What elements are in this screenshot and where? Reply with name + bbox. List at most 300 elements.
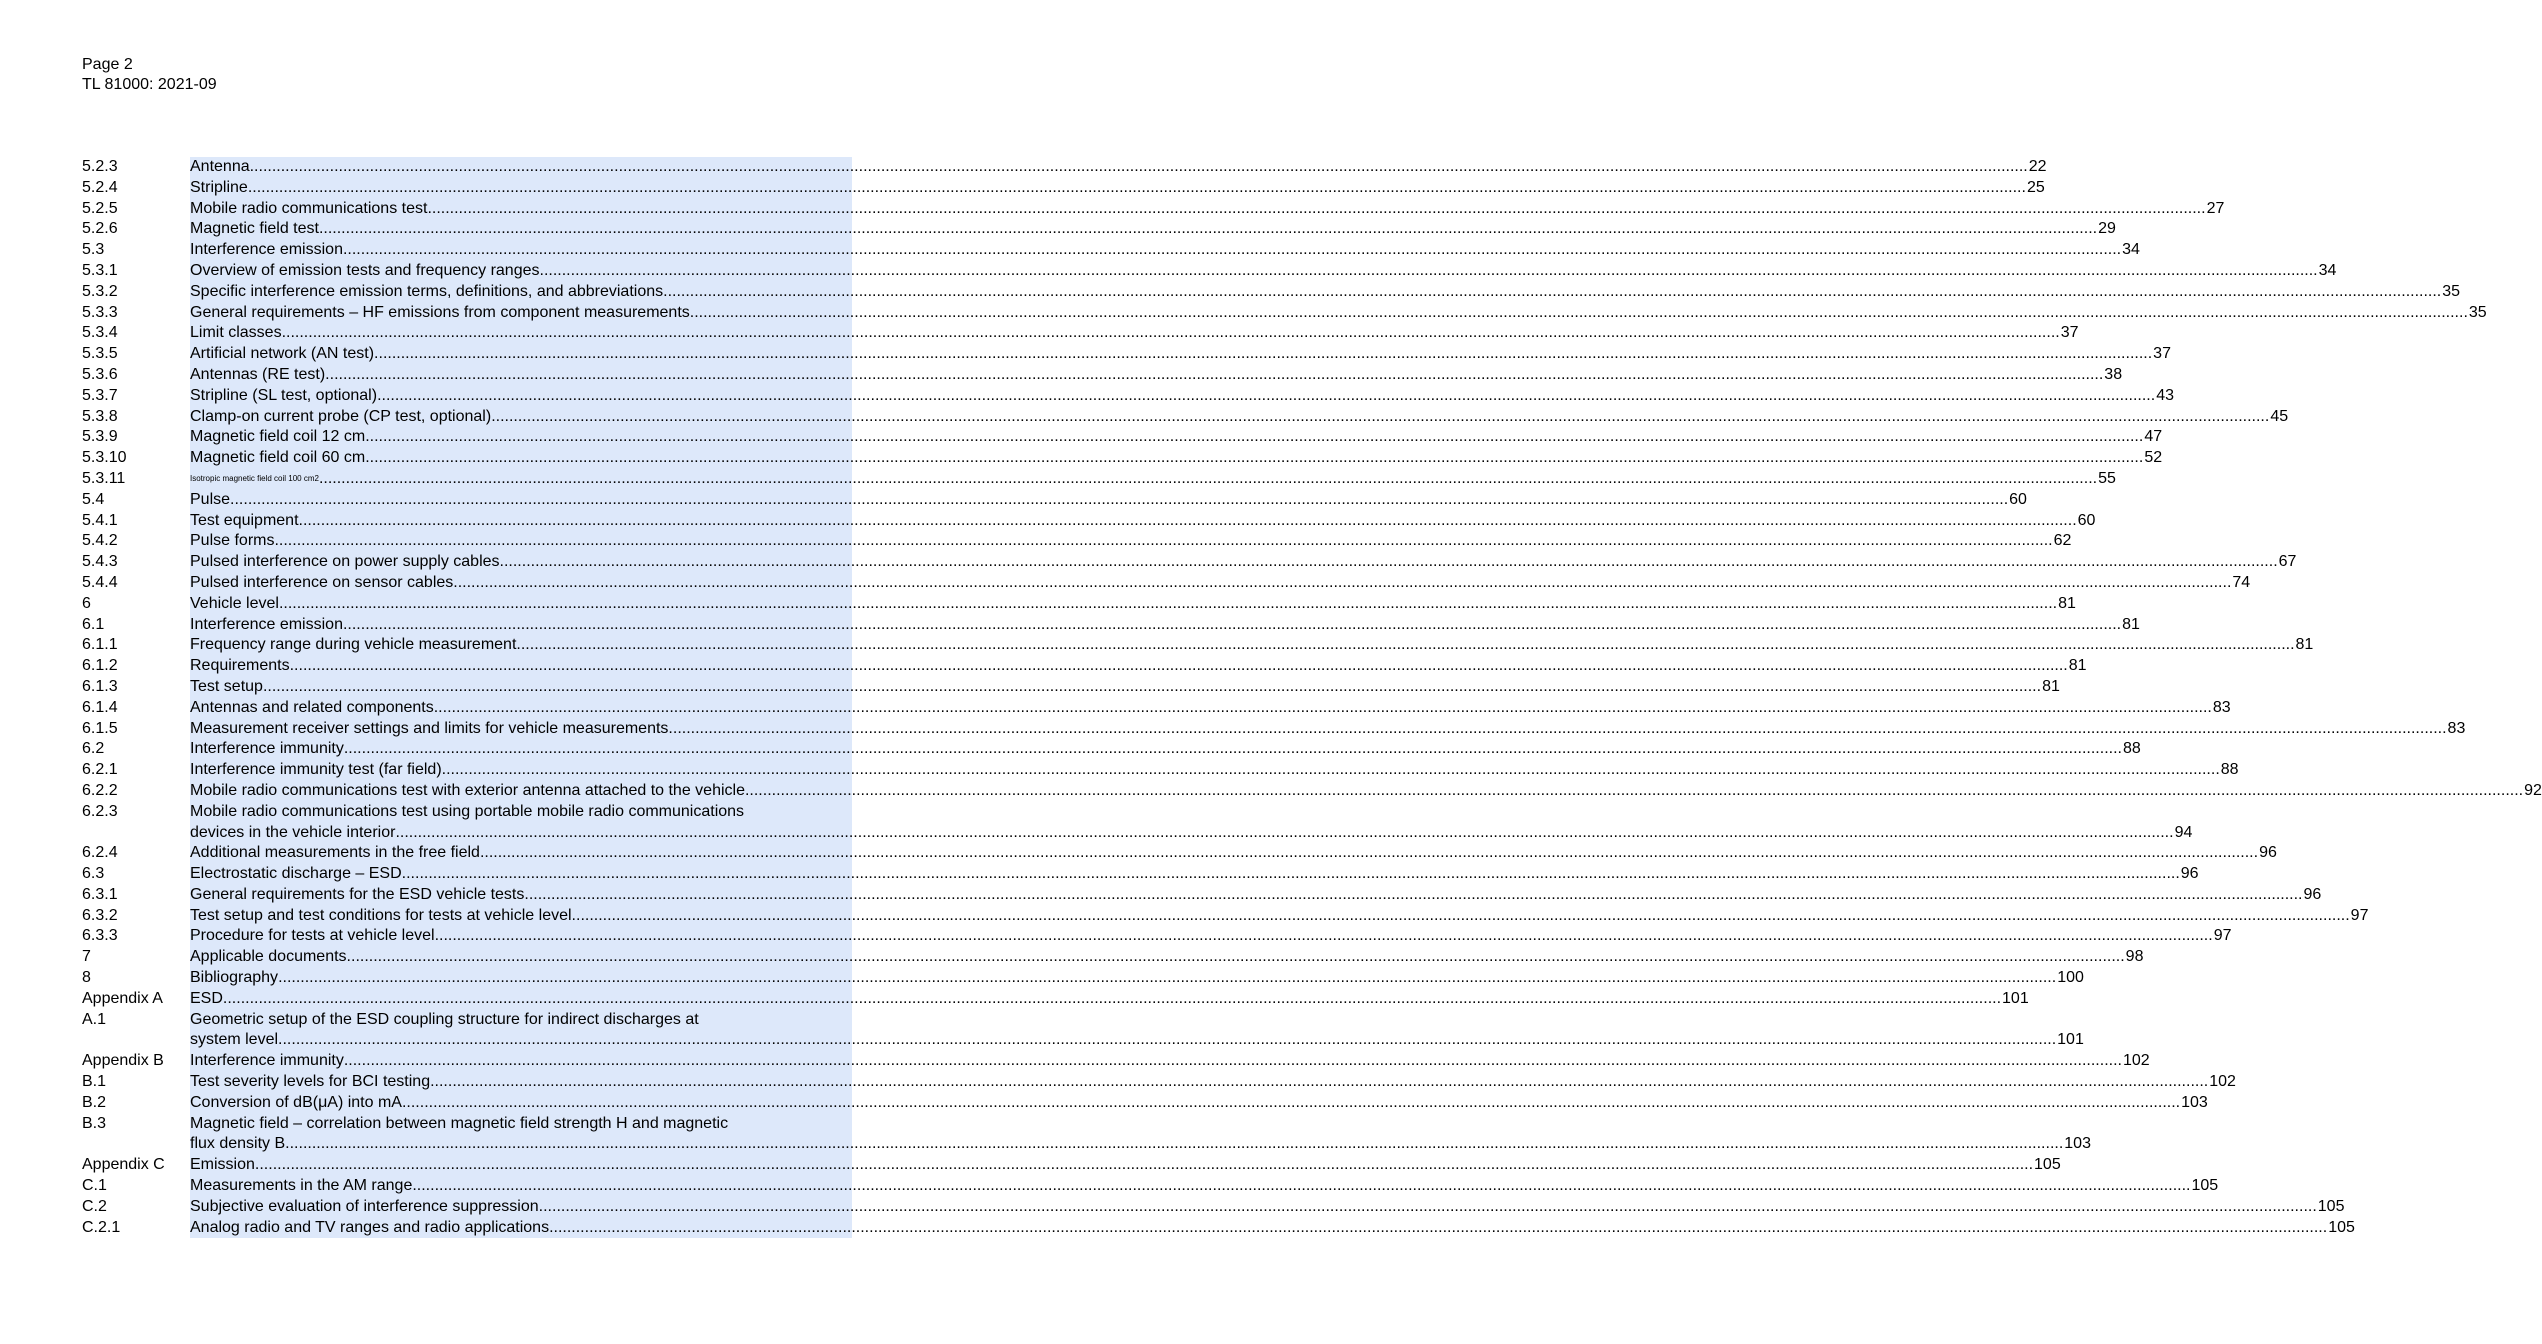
toc-page-number: 81 xyxy=(2068,657,2087,675)
toc-link[interactable] xyxy=(190,448,2163,469)
toc-leader-dots: ................................................................................................................................................................................................................................................................................................................................................................................................................ xyxy=(377,386,2156,404)
toc-link[interactable] xyxy=(190,594,2076,615)
toc-title: Interference immunity test (far field) xyxy=(190,761,442,779)
toc-title: Pulsed interference on power supply cables xyxy=(190,553,500,571)
toc-row xyxy=(82,947,2144,968)
toc-page-number: 94 xyxy=(2174,823,2193,841)
toc-page-number: 101 xyxy=(2002,989,2029,1007)
toc-row xyxy=(82,199,2225,220)
toc-title-line1: Geometric setup of the ESD coupling structure for indirect discharges at xyxy=(190,1010,699,1028)
toc-row xyxy=(82,282,2461,303)
toc-row xyxy=(82,573,2251,594)
toc-number: 8 xyxy=(82,969,91,987)
toc-link[interactable] xyxy=(190,739,2141,760)
toc-row xyxy=(82,781,2542,802)
toc-leader-dots: ................................................................................................................................................................................................................................................................................................................................................................................................................ xyxy=(318,469,2098,487)
toc-title: Frequency range during vehicle measurement xyxy=(190,636,517,654)
toc-leader-dots: ................................................................................................................................................................................................................................................................................................................................................................................................................ xyxy=(491,407,2270,425)
toc-page-number: 74 xyxy=(2232,573,2251,591)
toc-number: Appendix A xyxy=(82,989,163,1007)
toc-title: Procedure for tests at vehicle level xyxy=(190,927,435,945)
toc-number: 5.4 xyxy=(82,490,105,508)
toc-leader-dots: ................................................................................................................................................................................................................................................................................................................................................................................................................ xyxy=(325,365,2104,383)
toc-link[interactable] xyxy=(190,240,2140,261)
toc-row xyxy=(82,989,2029,1010)
toc-leader-dots: ................................................................................................................................................................................................................................................................................................................................................................................................................ xyxy=(479,844,2259,862)
toc-leader-dots: ................................................................................................................................................................................................................................................................................................................................................................................................................ xyxy=(395,823,2174,841)
toc-page-number: 37 xyxy=(2060,324,2079,342)
toc-link[interactable] xyxy=(190,802,852,823)
toc-row xyxy=(82,469,2116,490)
toc-page-number: 81 xyxy=(2058,594,2076,612)
toc-leader-dots: ................................................................................................................................................................................................................................................................................................................................................................................................................ xyxy=(689,303,2468,321)
toc-row xyxy=(82,407,2289,428)
toc-number: 5.3.1 xyxy=(82,261,118,279)
toc-row xyxy=(82,615,2140,636)
toc-number: B.3 xyxy=(82,1114,107,1132)
toc-number: 6.2.1 xyxy=(82,761,118,779)
toc-leader-dots: ................................................................................................................................................................................................................................................................................................................................................................................................................ xyxy=(274,532,2053,550)
toc-number: 6.2 xyxy=(82,740,105,758)
toc-page-number: 105 xyxy=(2034,1156,2061,1174)
toc-page-number: 88 xyxy=(2220,761,2239,779)
toc-page-number: 55 xyxy=(2098,469,2116,487)
document-id: TL 81000: 2021-09 xyxy=(82,76,217,93)
toc-row xyxy=(82,739,2141,760)
toc-link[interactable] xyxy=(190,573,2251,594)
toc-link[interactable] xyxy=(190,615,2140,636)
toc-link[interactable] xyxy=(190,1155,2061,1176)
toc-leader-dots: ................................................................................................................................................................................................................................................................................................................................................................................................................ xyxy=(365,428,2144,446)
toc-number: 5.4.1 xyxy=(82,511,118,529)
toc-number: 5.4.2 xyxy=(82,532,118,550)
toc-leader-dots: ................................................................................................................................................................................................................................................................................................................................................................................................................ xyxy=(430,1073,2209,1091)
toc-page-number: 83 xyxy=(2447,719,2466,737)
toc-title: Isotropic magnetic field coil 100 cm2 xyxy=(190,473,319,483)
toc-leader-dots: ................................................................................................................................................................................................................................................................................................................................................................................................................ xyxy=(342,615,2122,633)
toc-row xyxy=(82,1134,2091,1155)
toc-row xyxy=(82,1010,852,1031)
toc-link[interactable] xyxy=(190,906,2369,927)
toc-title: Specific interference emission terms, definitions, and abbreviations xyxy=(190,282,664,300)
toc-title: Magnetic field coil 60 cm xyxy=(190,449,366,467)
toc-title: Emission xyxy=(190,1156,255,1174)
toc-number: 5.3.11 xyxy=(82,469,126,487)
toc-link[interactable] xyxy=(190,635,2314,656)
toc-title: Interference emission xyxy=(190,615,343,633)
toc-link[interactable] xyxy=(190,178,2045,199)
toc-page-number: 103 xyxy=(2181,1093,2208,1111)
toc-page-number: 92 xyxy=(2524,781,2542,799)
toc-leader-dots: ................................................................................................................................................................................................................................................................................................................................................................................................................ xyxy=(278,594,2058,612)
toc-number: C.2 xyxy=(82,1197,107,1215)
toc-number: 6.1.3 xyxy=(82,677,118,695)
toc-number: 5.2.6 xyxy=(82,220,118,238)
toc-title: Applicable documents xyxy=(190,948,347,966)
toc-leader-dots: ................................................................................................................................................................................................................................................................................................................................................................................................................ xyxy=(434,927,2213,945)
toc-row xyxy=(82,490,2027,511)
toc-title: Clamp-on current probe (CP test, optional) xyxy=(190,407,492,425)
toc-row xyxy=(82,719,2466,740)
toc-page-number: 102 xyxy=(2209,1073,2236,1091)
toc-leader-dots: ................................................................................................................................................................................................................................................................................................................................................................................................................ xyxy=(289,657,2068,675)
toc-leader-dots: ................................................................................................................................................................................................................................................................................................................................................................................................................ xyxy=(744,781,2524,799)
toc-leader-dots: ................................................................................................................................................................................................................................................................................................................................................................................................................ xyxy=(668,719,2447,737)
toc-title: Test equipment xyxy=(190,511,299,529)
toc-row xyxy=(82,344,2171,365)
toc-number: 5.2.5 xyxy=(82,199,118,217)
toc-link[interactable] xyxy=(190,1072,2236,1093)
toc-number: 6.3.2 xyxy=(82,906,118,924)
toc-number: 7 xyxy=(82,948,91,966)
toc-link[interactable] xyxy=(190,1114,852,1135)
toc-leader-dots: ................................................................................................................................................................................................................................................................................................................................................................................................................ xyxy=(401,1093,2181,1111)
toc-row xyxy=(82,1218,2355,1239)
toc-title: Additional measurements in the free field xyxy=(190,844,480,862)
toc-link[interactable] xyxy=(190,219,2116,240)
toc-row xyxy=(82,219,2116,240)
toc-page-number: 96 xyxy=(2303,885,2322,903)
toc-title: Antennas (RE test) xyxy=(190,365,326,383)
toc-number: Appendix C xyxy=(82,1156,165,1174)
toc-link[interactable] xyxy=(190,968,2084,989)
toc-row xyxy=(82,1114,852,1135)
toc-page-number: 103 xyxy=(2064,1135,2091,1153)
toc-link[interactable] xyxy=(190,864,2199,885)
toc-link[interactable] xyxy=(190,1134,2091,1155)
toc-number: 6.1.2 xyxy=(82,657,118,675)
toc-leader-dots: ................................................................................................................................................................................................................................................................................................................................................................................................................ xyxy=(453,573,2232,591)
toc-number: C.2.1 xyxy=(82,1218,121,1236)
toc-link[interactable] xyxy=(190,261,2337,282)
toc-page-number: 34 xyxy=(2122,241,2140,259)
toc-link[interactable] xyxy=(190,1176,2219,1197)
toc-number: 5.4.3 xyxy=(82,553,118,571)
toc-link[interactable] xyxy=(190,760,2239,781)
toc-number: 6.3.1 xyxy=(82,885,118,903)
toc-page-number: 105 xyxy=(2328,1218,2355,1236)
toc-number: 5.3.10 xyxy=(82,449,127,467)
toc-leader-dots: ................................................................................................................................................................................................................................................................................................................................................................................................................ xyxy=(549,1218,2328,1236)
toc-link[interactable] xyxy=(190,677,2060,698)
toc-title: Bibliography xyxy=(190,969,279,987)
toc-link[interactable] xyxy=(190,157,2047,178)
toc-leader-dots: ................................................................................................................................................................................................................................................................................................................................................................................................................ xyxy=(499,553,2278,571)
toc-page-number: 67 xyxy=(2278,553,2297,571)
toc-link[interactable] xyxy=(190,719,2466,740)
toc-leader-dots: ................................................................................................................................................................................................................................................................................................................................................................................................................ xyxy=(278,969,2057,987)
toc-page-number: 37 xyxy=(2153,345,2171,363)
toc-title: Electrostatic discharge – ESD xyxy=(190,865,402,883)
toc-number: 6.1.4 xyxy=(82,698,118,716)
toc-link[interactable] xyxy=(190,1218,2355,1239)
toc-row xyxy=(82,594,2076,615)
toc-leader-dots: ................................................................................................................................................................................................................................................................................................................................................................................................................ xyxy=(262,677,2042,695)
page-number: Page 2 xyxy=(82,56,133,73)
toc-link[interactable] xyxy=(190,386,2174,407)
toc-row xyxy=(82,448,2163,469)
toc-page-number: 105 xyxy=(2317,1197,2345,1215)
toc-title: Magnetic field coil 12 cm xyxy=(190,428,366,446)
toc-title: Overview of emission tests and frequency ranges xyxy=(190,261,540,279)
toc-page-number: 96 xyxy=(2180,865,2199,883)
toc-row xyxy=(82,531,2072,552)
toc-title: Mobile radio communications test xyxy=(190,199,428,217)
toc-link[interactable] xyxy=(190,843,2277,864)
toc-leader-dots: ................................................................................................................................................................................................................................................................................................................................................................................................................ xyxy=(254,1156,2034,1174)
toc-row xyxy=(82,906,2369,927)
toc-page-number: 29 xyxy=(2098,220,2116,238)
toc-page-number: 97 xyxy=(2213,927,2232,945)
toc-page-number: 88 xyxy=(2122,740,2141,758)
toc-leader-dots: ................................................................................................................................................................................................................................................................................................................................................................................................................ xyxy=(516,636,2295,654)
toc-leader-dots: ................................................................................................................................................................................................................................................................................................................................................................................................................ xyxy=(524,885,2303,903)
toc-title: Limit classes xyxy=(190,324,282,342)
toc-leader-dots: ................................................................................................................................................................................................................................................................................................................................................................................................................ xyxy=(663,282,2442,300)
toc-page-number: 101 xyxy=(2057,1031,2084,1049)
toc-page-number: 27 xyxy=(2206,199,2225,217)
toc-page-number: 22 xyxy=(2028,158,2047,175)
toc-number: 6.2.3 xyxy=(82,802,118,820)
toc-row xyxy=(82,968,2084,989)
toc-title: system level xyxy=(190,1031,279,1049)
toc-title: Interference emission xyxy=(190,241,343,259)
toc-number: 5.3.6 xyxy=(82,365,118,383)
toc-title: Analog radio and TV ranges and radio applications xyxy=(190,1218,550,1236)
toc-leader-dots: ................................................................................................................................................................................................................................................................................................................................................................................................................ xyxy=(538,1197,2317,1215)
toc-leader-dots: ................................................................................................................................................................................................................................................................................................................................................................................................................ xyxy=(298,511,2077,529)
toc-title: Antennas and related components xyxy=(190,698,434,716)
toc-leader-dots: ................................................................................................................................................................................................................................................................................................................................................................................................................ xyxy=(230,490,2009,508)
toc-leader-dots: ................................................................................................................................................................................................................................................................................................................................................................................................................ xyxy=(427,199,2206,217)
toc-title: Test setup and test conditions for tests at vehicle level xyxy=(190,906,572,924)
toc-leader-dots: ................................................................................................................................................................................................................................................................................................................................................................................................................ xyxy=(374,345,2153,363)
toc-link[interactable] xyxy=(190,427,2163,448)
toc-page-number: 83 xyxy=(2212,698,2231,716)
toc-leader-dots: ................................................................................................................................................................................................................................................................................................................................................................................................................ xyxy=(441,761,2220,779)
table-of-contents xyxy=(82,157,2542,1238)
toc-number: 6.1 xyxy=(82,615,105,633)
toc-page-number: 60 xyxy=(2077,511,2096,529)
toc-link[interactable] xyxy=(190,1051,2150,1072)
toc-row xyxy=(82,885,2322,906)
toc-leader-dots: ................................................................................................................................................................................................................................................................................................................................................................................................................ xyxy=(412,1177,2191,1195)
toc-row xyxy=(82,178,2045,199)
toc-row xyxy=(82,802,852,823)
toc-row xyxy=(82,864,2199,885)
toc-link[interactable] xyxy=(190,323,2079,344)
toc-link[interactable] xyxy=(190,407,2289,428)
toc-number: A.1 xyxy=(82,1010,107,1028)
toc-page-number: 52 xyxy=(2144,449,2163,467)
toc-link[interactable] xyxy=(190,656,2087,677)
toc-number: 5.3.7 xyxy=(82,386,118,404)
toc-title: Test setup xyxy=(190,677,263,695)
toc-title: Artificial network (AN test) xyxy=(190,345,375,363)
toc-link[interactable] xyxy=(190,926,2232,947)
toc-row xyxy=(82,1176,2219,1197)
toc-title: Vehicle level xyxy=(190,594,279,612)
toc-link[interactable] xyxy=(190,199,2225,220)
toc-title: Pulse forms xyxy=(190,532,275,550)
toc-title-line1: Magnetic field – correlation between magnetic field strength H and magnetic xyxy=(190,1114,729,1132)
toc-row xyxy=(82,261,2337,282)
toc-link[interactable] xyxy=(190,511,2096,532)
toc-title: Interference immunity xyxy=(190,1052,344,1070)
toc-page-number: 81 xyxy=(2295,636,2314,654)
toc-link[interactable] xyxy=(190,344,2171,365)
toc-row xyxy=(82,823,2193,844)
toc-number: 5.2.4 xyxy=(82,178,118,196)
toc-title: devices in the vehicle interior xyxy=(190,823,396,841)
toc-title: Measurements in the AM range xyxy=(190,1177,413,1195)
toc-page-number: 102 xyxy=(2122,1052,2150,1070)
toc-leader-dots: ................................................................................................................................................................................................................................................................................................................................................................................................................ xyxy=(343,740,2122,758)
toc-number: 6.1.5 xyxy=(82,719,118,737)
toc-page-number: 25 xyxy=(2026,178,2045,196)
toc-page-number: 96 xyxy=(2259,844,2277,862)
toc-title: Test severity levels for BCI testing xyxy=(190,1073,431,1091)
toc-leader-dots: ................................................................................................................................................................................................................................................................................................................................................................................................................ xyxy=(343,1052,2122,1070)
toc-leader-dots: ................................................................................................................................................................................................................................................................................................................................................................................................................ xyxy=(278,1031,2057,1049)
toc-number: 5.3.3 xyxy=(82,303,118,321)
toc-page-number: 81 xyxy=(2042,677,2060,695)
toc-leader-dots: ................................................................................................................................................................................................................................................................................................................................................................................................................ xyxy=(318,220,2098,238)
toc-page-number: 60 xyxy=(2009,490,2027,508)
toc-row xyxy=(82,427,2163,448)
toc-link[interactable] xyxy=(190,781,2542,802)
toc-leader-dots: ................................................................................................................................................................................................................................................................................................................................................................................................................ xyxy=(539,261,2318,279)
toc-number: B.2 xyxy=(82,1093,107,1111)
toc-row xyxy=(82,240,2140,261)
toc-number: 6.1.1 xyxy=(82,636,118,654)
toc-title: Measurement receiver settings and limits for vehicle measurements xyxy=(190,719,669,737)
toc-link[interactable] xyxy=(190,365,2123,386)
toc-number: 5.3.5 xyxy=(82,345,118,363)
toc-link[interactable] xyxy=(190,1093,2208,1114)
toc-row xyxy=(82,677,2060,698)
toc-link[interactable] xyxy=(190,989,2029,1010)
toc-page-number: 35 xyxy=(2468,303,2487,321)
toc-leader-dots: ................................................................................................................................................................................................................................................................................................................................................................................................................ xyxy=(365,449,2144,467)
toc-number: 6 xyxy=(82,594,91,612)
toc-link[interactable] xyxy=(190,1197,2345,1218)
toc-number: 5.2.3 xyxy=(82,158,118,175)
toc-row xyxy=(82,511,2096,532)
toc-number: 5.3.4 xyxy=(82,324,118,342)
toc-link[interactable] xyxy=(190,1010,852,1031)
toc-number: 5.3.8 xyxy=(82,407,118,425)
toc-link[interactable] xyxy=(190,282,2461,303)
toc-title: Interference immunity xyxy=(190,740,344,758)
toc-page-number: 62 xyxy=(2053,532,2072,550)
toc-row xyxy=(82,1155,2061,1176)
toc-row xyxy=(82,1093,2208,1114)
toc-number: 5.3 xyxy=(82,241,105,259)
toc-row xyxy=(82,1197,2345,1218)
toc-number: 6.2.4 xyxy=(82,844,118,862)
toc-link[interactable] xyxy=(190,303,2487,324)
toc-page-number: 43 xyxy=(2156,386,2174,404)
toc-row xyxy=(82,386,2174,407)
toc-row xyxy=(82,303,2487,324)
toc-link[interactable] xyxy=(190,531,2072,552)
toc-link[interactable] xyxy=(190,469,2116,490)
toc-page-number: 100 xyxy=(2057,969,2084,987)
toc-title: Requirements xyxy=(190,657,290,675)
toc-leader-dots: ................................................................................................................................................................................................................................................................................................................................................................................................................ xyxy=(281,324,2060,342)
toc-row xyxy=(82,635,2314,656)
toc-page-number: 38 xyxy=(2104,365,2123,383)
toc-link[interactable] xyxy=(190,885,2322,906)
toc-number: C.1 xyxy=(82,1177,107,1195)
toc-leader-dots: ................................................................................................................................................................................................................................................................................................................................................................................................................ xyxy=(247,178,2026,196)
toc-title: General requirements for the ESD vehicle tests xyxy=(190,885,525,903)
toc-link[interactable] xyxy=(190,823,2193,844)
toc-link[interactable] xyxy=(190,698,2231,719)
toc-link[interactable] xyxy=(190,552,2297,573)
toc-row xyxy=(82,926,2232,947)
toc-leader-dots: ................................................................................................................................................................................................................................................................................................................................................................................................................ xyxy=(249,158,2028,175)
toc-row xyxy=(82,843,2277,864)
toc-link[interactable] xyxy=(190,490,2027,511)
toc-title: Subjective evaluation of interference suppression xyxy=(190,1197,539,1215)
toc-row xyxy=(82,157,2047,178)
toc-number: 5.4.4 xyxy=(82,573,118,591)
toc-number: 6.2.2 xyxy=(82,781,118,799)
toc-row xyxy=(82,1072,2236,1093)
toc-title: ESD xyxy=(190,989,223,1007)
toc-row xyxy=(82,1030,2084,1051)
toc-number: Appendix B xyxy=(82,1052,164,1070)
toc-title: Conversion of dB(μA) into mA xyxy=(190,1093,402,1111)
toc-number: 6.3.3 xyxy=(82,927,118,945)
toc-link[interactable] xyxy=(190,1030,2084,1051)
toc-page-number: 35 xyxy=(2442,282,2461,300)
toc-row xyxy=(82,760,2239,781)
toc-row xyxy=(82,698,2231,719)
toc-leader-dots: ................................................................................................................................................................................................................................................................................................................................................................................................................ xyxy=(433,698,2212,716)
toc-number: B.1 xyxy=(82,1073,107,1091)
toc-title: flux density B xyxy=(190,1135,286,1153)
toc-row xyxy=(82,656,2087,677)
toc-row xyxy=(82,323,2079,344)
toc-page-number: 81 xyxy=(2122,615,2140,633)
toc-page-number: 105 xyxy=(2191,1177,2219,1195)
toc-row xyxy=(82,552,2297,573)
toc-link[interactable] xyxy=(190,947,2144,968)
toc-page-number: 45 xyxy=(2270,407,2289,425)
toc-number: 6.3 xyxy=(82,865,105,883)
toc-number: 5.3.2 xyxy=(82,282,118,300)
toc-number: 5.3.9 xyxy=(82,428,118,446)
toc-title: Mobile radio communications test with exterior antenna attached to the vehicle xyxy=(190,781,745,799)
toc-row xyxy=(82,1051,2150,1072)
toc-title: Stripline (SL test, optional) xyxy=(190,386,378,404)
toc-page-number: 47 xyxy=(2144,428,2163,446)
toc-leader-dots: ................................................................................................................................................................................................................................................................................................................................................................................................................ xyxy=(346,948,2125,966)
toc-leader-dots: ................................................................................................................................................................................................................................................................................................................................................................................................................ xyxy=(222,989,2002,1007)
toc-title: Stripline xyxy=(190,178,248,196)
toc-title-line1: Mobile radio communications test using portable mobile radio communications xyxy=(190,802,745,820)
toc-page-number: 98 xyxy=(2125,948,2144,966)
toc-leader-dots: ................................................................................................................................................................................................................................................................................................................................................................................................................ xyxy=(401,865,2180,883)
toc-page-number: 34 xyxy=(2318,261,2337,279)
page-header xyxy=(82,55,217,95)
toc-title: Magnetic field test xyxy=(190,220,319,238)
toc-title: Pulse xyxy=(190,490,231,508)
toc-page-number: 97 xyxy=(2350,906,2369,924)
